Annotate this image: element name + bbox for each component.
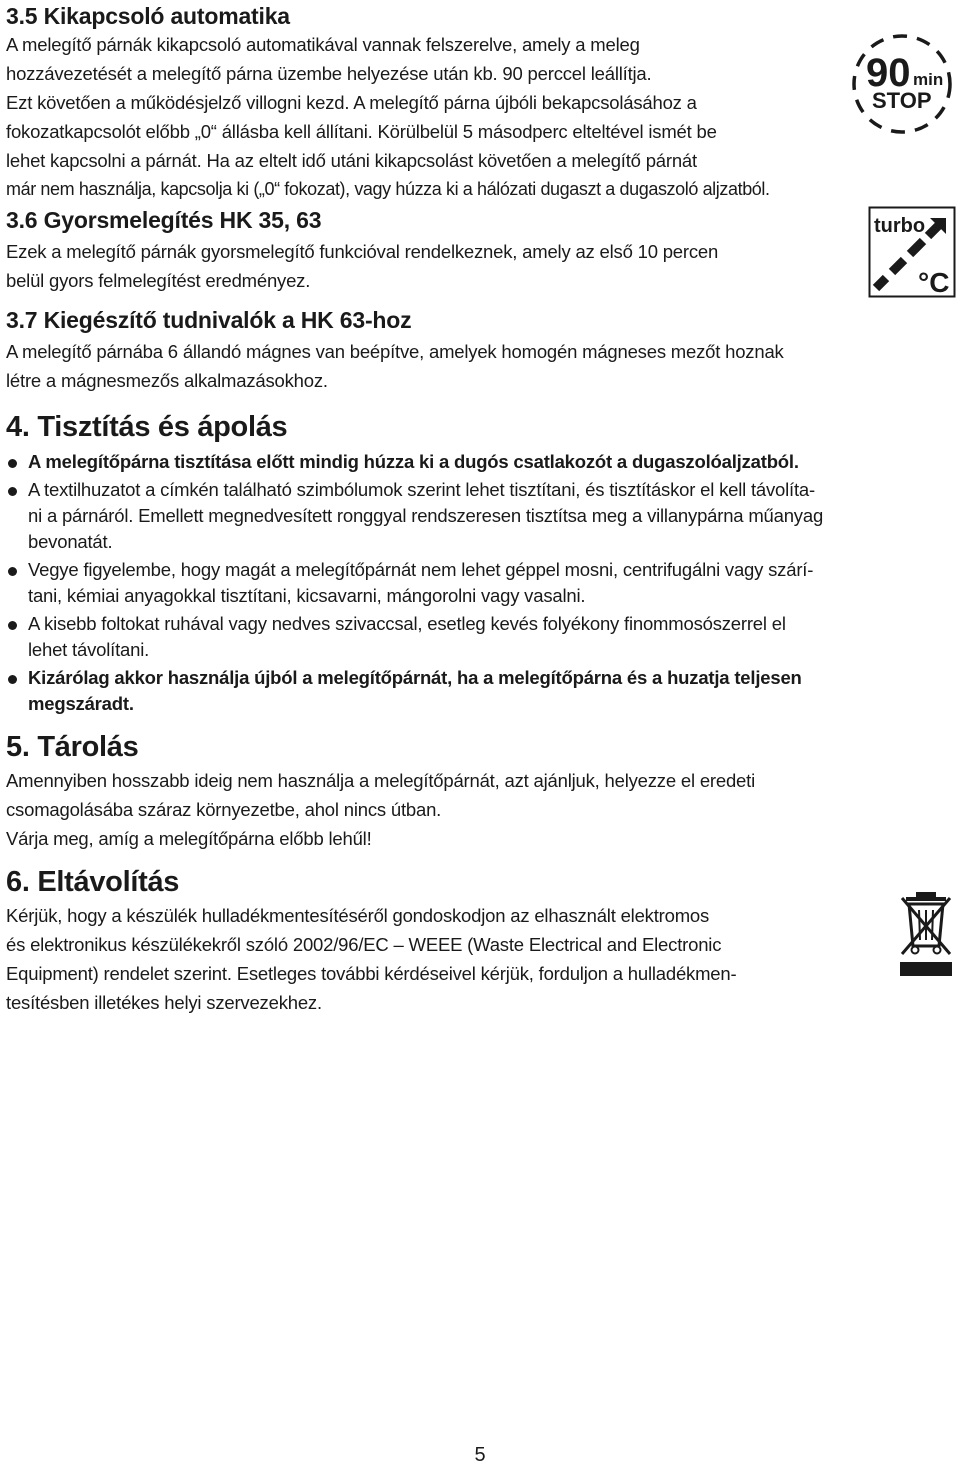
section-3-6-heading: 3.6 Gyorsmelegítés HK 35, 63 xyxy=(6,207,322,233)
section-5 xyxy=(6,730,946,853)
section-3-7-heading: 3.7 Kiegészítő tudnivalók a HK 63-hoz xyxy=(6,307,412,333)
timer-number: 90 xyxy=(866,51,911,95)
bullet-dot xyxy=(8,459,17,468)
list-item-line: bevonatát. xyxy=(28,531,113,552)
list-item-line: ni a párnáról. Emellett megnedvesített ronggyal rendszeresen tisztítsa meg a villanypárna műanyag xyxy=(28,505,824,526)
section-4-heading: 4. Tisztítás és ápolás xyxy=(6,411,288,443)
list-item xyxy=(6,611,956,663)
bullet-dot xyxy=(8,621,17,630)
section-4 xyxy=(6,410,956,719)
turbo-heat-icon xyxy=(868,206,956,298)
bullet-dot xyxy=(8,675,17,684)
section-6-line-2: és elektronikus készülékekről szóló 2002/96/EC – WEEE (Waste Electrical and Electronic xyxy=(6,934,722,955)
celsius-label: °C xyxy=(918,267,950,298)
section-3-7-line-2: létre a mágnesmezős alkalmazásokhoz. xyxy=(6,370,328,391)
list-item-line: A textilhuzatot a címkén található szimbólumok szerint lehet tisztítani, és tisztításkor el kell távolíta- xyxy=(28,479,815,500)
section-5-line-1: Amennyiben hosszabb ideig nem használja a melegítőpárnát, azt ajánljuk, helyezze el eredeti xyxy=(6,770,755,791)
section-3-6-line-1: Ezek a melegítő párnák gyorsmelegítő funkcióval rendelkeznek, amely az első 10 percen xyxy=(6,241,719,262)
list-item-line: tani, kémiai anyagokkal tisztítani, kicsavarni, mángorolni vagy vasalni. xyxy=(28,585,586,606)
turbo-label: turbo xyxy=(874,215,926,237)
section-3-6 xyxy=(6,206,856,295)
list-item xyxy=(6,665,956,717)
section-3-5-line-3: Ezt követően a működésjelző villogni kezd. A melegítő párna újbóli bekapcsolásához a xyxy=(6,92,697,113)
list-item xyxy=(6,557,956,609)
list-item-line: Vegye figyelembe, hogy magát a melegítőpárnát nem lehet géppel mosni, centrifugálni vagy szárí- xyxy=(28,559,814,580)
list-item-line: Kizárólag akkor használja újból a melegítőpárnát, ha a melegítőpárna és a huzatja teljesen xyxy=(28,667,802,688)
list-item xyxy=(6,449,956,475)
list-item-line: megszáradt. xyxy=(28,693,134,714)
cleaning-list xyxy=(6,449,956,717)
timer-stop-label: STOP xyxy=(872,88,932,113)
section-3-7 xyxy=(6,306,946,395)
section-3-5-heading: 3.5 Kikapcsoló automatika xyxy=(6,3,290,29)
timer-90min-stop-icon xyxy=(846,28,958,140)
section-3-5-line-2: hozzávezetését a melegítő párna üzembe helyezése után kb. 90 perccel leállítja. xyxy=(6,63,652,84)
section-3-5-line-1: A melegítő párnák kikapcsoló automatikával vannak felszerelve, amely a meleg xyxy=(6,34,640,55)
weee-crossed-bin-icon xyxy=(894,888,958,978)
section-3-7-line-1: A melegítő párnába 6 állandó mágnes van beépítve, amelyek homogén mágneses mezőt hoznak xyxy=(6,341,784,362)
section-6-line-3: Equipment) rendelet szerint. Esetleges további kérdéseivel kérjük, forduljon a hulladékmen- xyxy=(6,963,737,984)
section-6-line-1: Kérjük, hogy a készülék hulladékmentesítéséről gondoskodjon az elhasznált elektromos xyxy=(6,905,710,926)
section-5-heading: 5. Tárolás xyxy=(6,731,139,763)
section-5-line-2: csomagolásába száraz környezetbe, ahol nincs útban. xyxy=(6,799,442,820)
section-6-line-4: tesítésben illetékes helyi szervezekhez. xyxy=(6,992,322,1013)
section-3-5 xyxy=(6,2,866,204)
list-item-line: lehet távolítani. xyxy=(28,639,150,660)
list-item-line: A kisebb foltokat ruhával vagy nedves szivaccsal, esetleg kevés folyékony finommosószerrel el xyxy=(28,613,786,634)
bullet-dot xyxy=(8,487,17,496)
bullet-dot xyxy=(8,567,17,576)
page-number: 5 xyxy=(474,1444,486,1466)
section-6 xyxy=(6,865,866,1017)
section-3-5-line-5: lehet kapcsolni a párnát. Ha az eltelt idő utáni kikapcsolást követően a melegítő párnát xyxy=(6,150,697,171)
list-item xyxy=(6,477,956,555)
section-6-heading: 6. Eltávolítás xyxy=(6,866,180,898)
section-3-5-line-6: már nem használja, kapcsolja ki („0“ fokozat), vagy húzza ki a hálózati dugaszt a dugaszoló aljzatból. xyxy=(6,179,770,199)
timer-unit: min xyxy=(913,70,944,89)
section-3-5-line-4: fokozatkapcsolót előbb „0“ állásba kell állítani. Körülbelül 5 másodperc elteltével ismét be xyxy=(6,121,717,142)
section-3-6-line-2: belül gyors felmelegítést eredményez. xyxy=(6,270,311,291)
section-5-line-3: Várja meg, amíg a melegítőpárna előbb lehűl! xyxy=(6,828,372,849)
list-item-line: A melegítőpárna tisztítása előtt mindig húzza ki a dugós csatlakozót a dugaszolóaljzatból. xyxy=(28,451,799,472)
